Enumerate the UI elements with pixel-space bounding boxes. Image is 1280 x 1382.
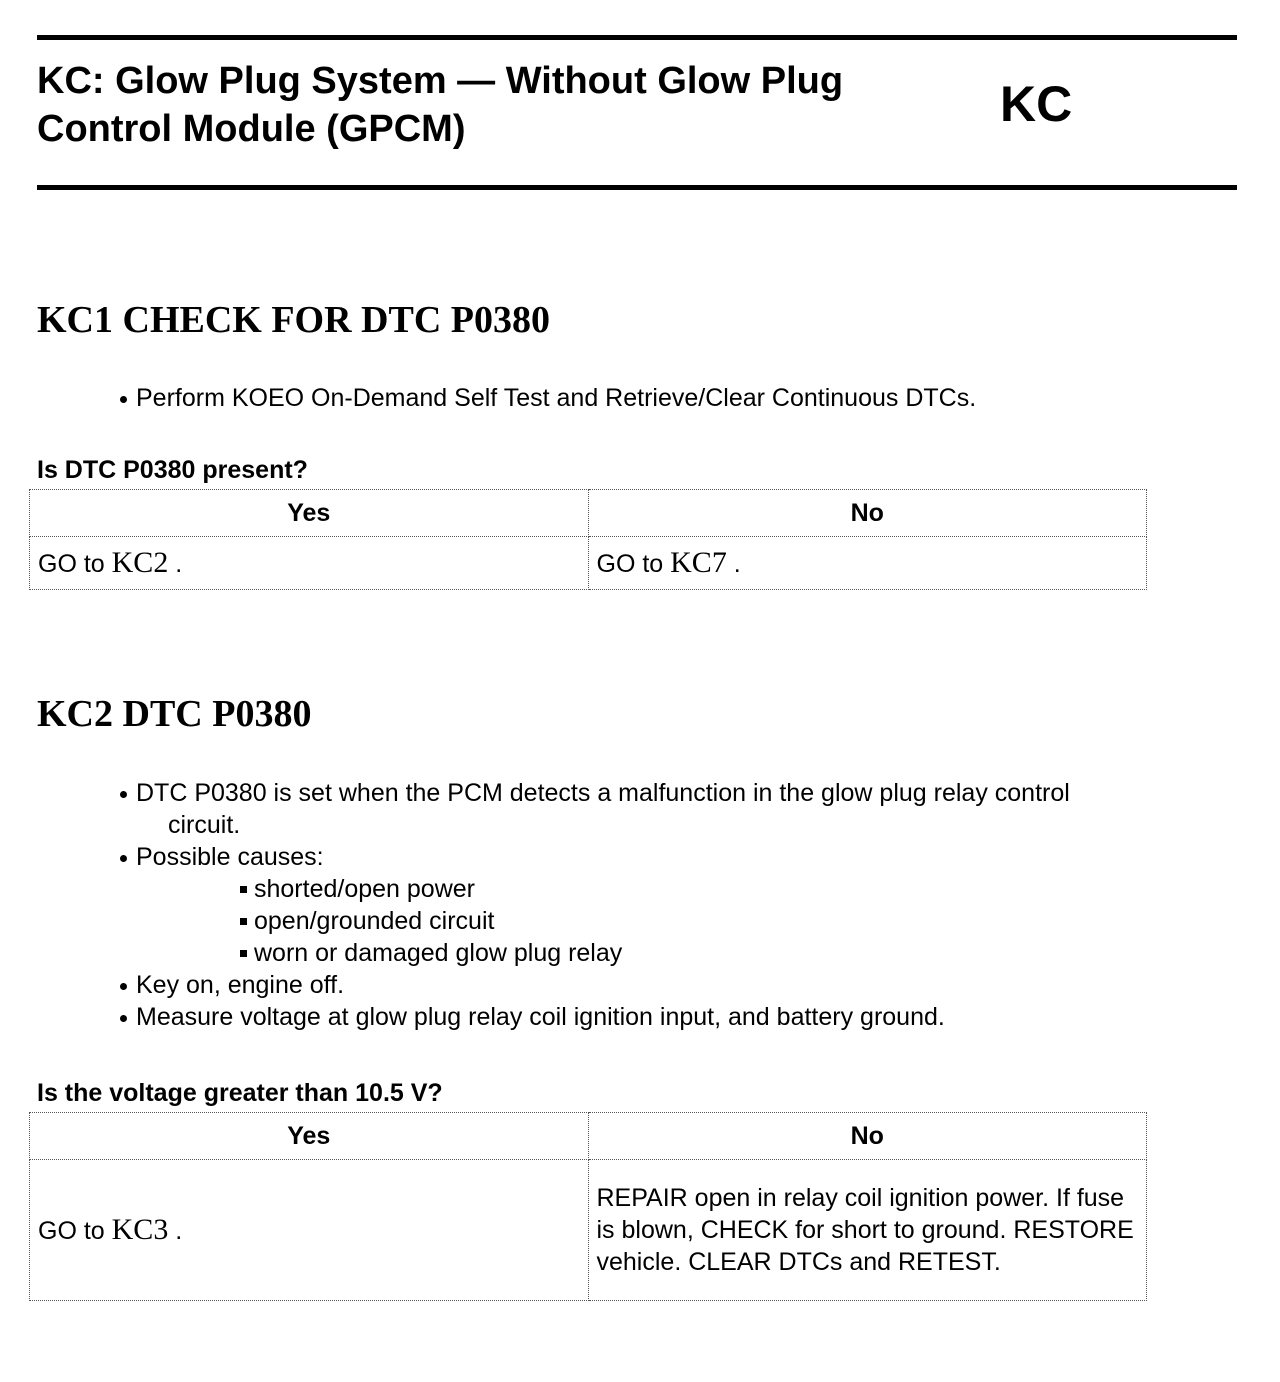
kc1-no-header: No (588, 490, 1147, 537)
document-code: KC (1000, 76, 1073, 132)
kc2-step1-line2: circuit. (168, 811, 241, 839)
kc1-yes-header: Yes (30, 490, 589, 537)
cause-item: shorted/open power (236, 873, 1070, 905)
kc1-no-suffix: . (733, 549, 741, 578)
kc2-yes-cell (30, 1160, 589, 1301)
kc1-steps (118, 382, 976, 414)
kc1-step: Perform KOEO On-Demand Self Test and Retrieve/Clear Continuous DTCs. (118, 382, 976, 414)
kc2-yes-header: Yes (30, 1113, 589, 1160)
kc2-no-header: No (588, 1113, 1147, 1160)
cause-item: open/grounded circuit (236, 905, 1070, 937)
kc1-heading: KC1 CHECK FOR DTC P0380 (37, 299, 550, 341)
document-title: KC: Glow Plug System — Without Glow Plug Control Module (GPCM) (37, 60, 844, 150)
kc2-no-cell: REPAIR open in relay coil ignition power. If fuse is blown, CHECK for short to ground. RESTORE vehicle. CLEAR DTCs and RETEST. (588, 1160, 1147, 1301)
kc1-decision-table (29, 489, 1147, 590)
kc2-step-possible-causes (118, 841, 1070, 969)
kc1-yes-suffix: . (175, 549, 183, 578)
header-bottom-rule (37, 185, 1237, 190)
kc1-no-prefix: GO to (596, 549, 664, 578)
kc2-steps (118, 777, 1070, 1033)
kc2-decision-table (29, 1112, 1147, 1301)
kc2-step-measure: Measure voltage at glow plug relay coil ignition input, and battery ground. (118, 1001, 1070, 1033)
cause-item: worn or damaged glow plug relay (236, 937, 1070, 969)
kc2-step2-label: Possible causes: (136, 843, 324, 871)
kc2-yes-suffix: . (175, 1216, 183, 1245)
kc1-yes-prefix: GO to (38, 549, 105, 578)
kc2-step-key-on: Key on, engine off. (118, 969, 1070, 1001)
header-top-rule (37, 35, 1237, 40)
kc1-no-cell (588, 537, 1147, 590)
kc1-question: Is DTC P0380 present? (37, 456, 308, 484)
kc1-yes-cell (30, 537, 589, 590)
kc1-no-link[interactable]: KC7 (670, 545, 727, 579)
kc2-causes-list (136, 873, 1070, 969)
kc2-yes-link[interactable]: KC3 (111, 1212, 169, 1246)
kc2-step-dtc-description (118, 777, 1070, 841)
kc2-step1-line1: DTC P0380 is set when the PCM detects a malfunction in the glow plug relay control (136, 779, 1070, 807)
kc1-yes-link[interactable]: KC2 (111, 545, 169, 579)
kc2-question: Is the voltage greater than 10.5 V? (37, 1079, 443, 1107)
kc2-heading: KC2 DTC P0380 (37, 693, 312, 735)
kc2-yes-prefix: GO to (38, 1216, 105, 1245)
